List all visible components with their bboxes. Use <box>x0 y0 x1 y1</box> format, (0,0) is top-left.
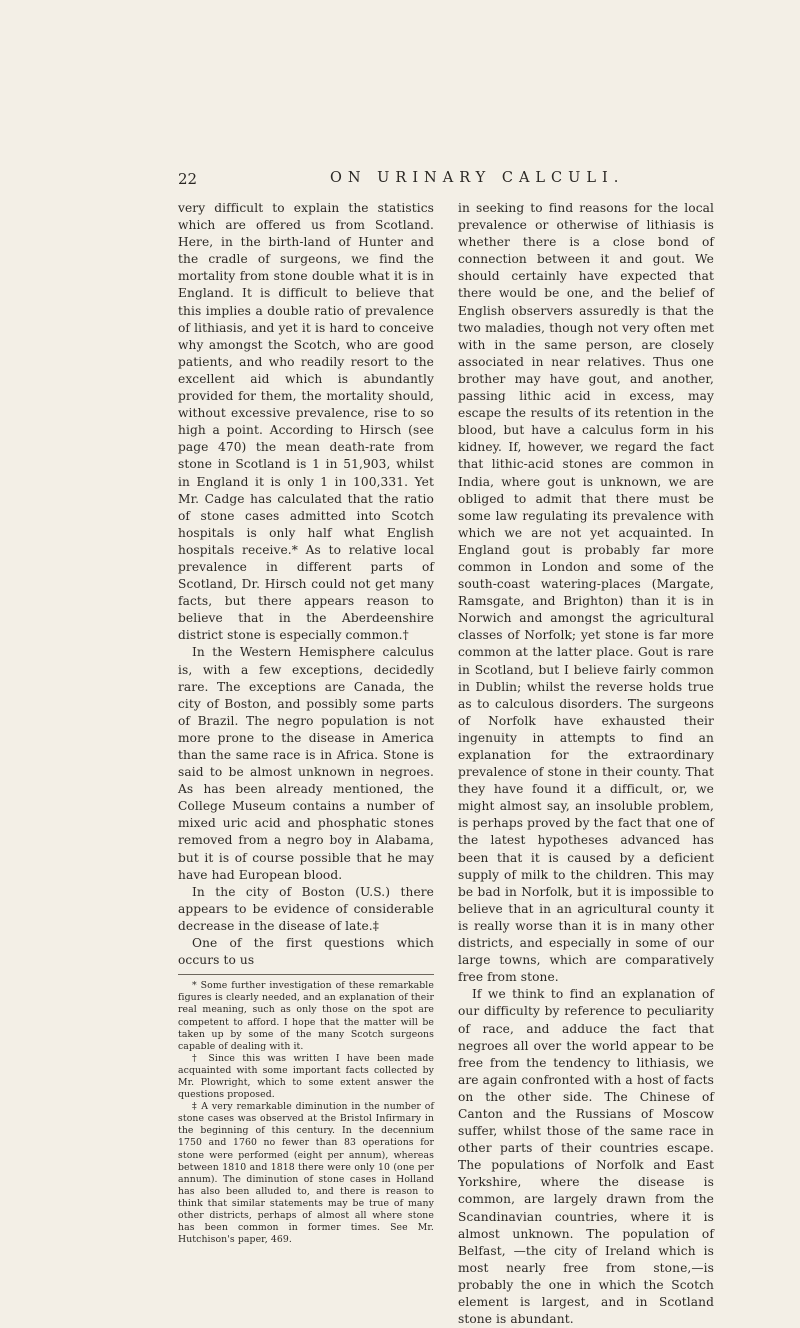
page-header <box>178 170 708 190</box>
footnotes <box>178 980 434 1246</box>
page-number: 22 <box>178 170 198 188</box>
footnote: † Since this was written I have been made acquainted with some important facts collected by Mr. Plowright, which to some extent answer the questions proposed. <box>178 1052 434 1101</box>
left-column <box>178 200 434 1246</box>
footnote-divider <box>178 974 434 975</box>
body-paragraph: in seeking to find reasons for the local prevalence or otherwise of lithiasis is whether there is a close bond of connection between it and gout. We should certainly have expected that there would be one, and the belief of English observers assuredly is that the two maladies, though not very often met with in the same person, are closely associated in near relatives. Thus one brother may have gout, and another, passing lithic acid in excess, may escape the results of its retention in the blood, but have a calculus form in his kidney. If, however, we regard the fact that lithic-acid stones are common in India, where gout is unknown, we are obliged to admit that there must be some law regulating its prevalence with which we are not yet acquainted. In England gout is probably far more common in London and some of the south-coast watering-places (Margate, Ramsgate, and Brighton) than it is in Norwich and amongst the agricultural classes of Norfolk; yet stone is far more common at the latter place. Gout is rare in Scotland, but I believe fairly common in Dublin; whilst the reverse holds true as to calculous disorders. The surgeons of Norfolk have exhausted their ingenuity in attempts to find an explanation for the extraordinary prevalence of stone in their county. That they have found it a difficult, or, we might almost say, an insoluble problem, is perhaps proved by the fact that one of the latest hypotheses advanced has been that it is caused by a deficient supply of milk to the children. This may be bad in Norfolk, but it is impossible to believe that in an agricultural county it is really worse than it is in many other districts, and especially in some of our large towns, which are comparatively free from stone. <box>458 201 714 985</box>
body-paragraph: One of the first questions which occurs to us <box>178 936 434 968</box>
footnote: ‡ A very remarkable diminution in the number of stone cases was observed at the Bristol Infirmary in the beginning of this century. In the decennium 1750 and 1760 no fewer than 83 operations for stone were performed (eight per annum), whereas between 1810 and 1818 there were only 10 (one per annum). The diminution of stone cases in Holland has also been alluded to, and there is reason to think that similar statements may be true of many other districts, perhaps of almost all where stone has been common in former times. See Mr. Hutchison's paper, 469. <box>178 1101 434 1246</box>
footnote: * Some further investigation of these remarkable figures is clearly needed, and an explanation of their real meaning, such as only those on the spot are competent to afford. I hope that the matter will be taken up by some of the many Scotch surgeons capable of dealing with it. <box>178 980 434 1052</box>
body-paragraph: If we think to find an explanation of our difficulty by reference to peculiarity of race, and adduce the fact that negroes all over the world appear to be free from the tendency to lithiasis, we are again confronted with a host of facts on the other side. The Chinese of Canton and the Russians of Moscow suffer, whilst those of the same race in other parts of their countries escape. The populations of Norfolk and East Yorkshire, where the disease is common, are largely drawn from the Scandinavian countries, where it is almost unknown. The population of Belfast, —the city of Ireland which is most nearly free from stone,—is probably the one in which the Scotch element is largest, and in Scotland stone is abundant. <box>458 987 714 1327</box>
body-paragraph: In the Western Hemisphere calculus is, with a few exceptions, decidedly rare. The exceptions are Canada, the city of Boston, and possibly some parts of Brazil. The negro population is not more prone to the disease in America than the same race is in Africa. Stone is said to be almost unknown in negroes. As has been already mentioned, the College Museum contains a number of mixed uric acid and phosphatic stones removed from a negro boy in Alabama, but it is of course possible that he may have had European blood. <box>178 645 434 882</box>
right-column <box>458 200 714 1328</box>
running-title: ON URINARY CALCULI. <box>330 170 625 186</box>
body-paragraph: In the city of Boston (U.S.) there appears to be evidence of considerable decrease in the disease of late.‡ <box>178 884 434 933</box>
body-paragraph: very difficult to explain the statistics which are offered us from Scotland. Here, in the birth-land of Hunter and the cradle of surgeons, we find the mortality from stone double what it is in England. It is difficult to believe that this implies a double ratio of prevalence of lithiasis, and yet it is hard to conceive why amongst the Scotch, who are good patients, and who readily resort to the excellent aid which is abundantly provided for them, the mortality should, without excessive prevalence, rise to so high a point. According to Hirsch (see page 470) the mean death-rate from stone in Scotland is 1 in 51,903, whilst in England it is only 1 in 100,331. Yet Mr. Cadge has calculated that the ratio of stone cases admitted into Scotch hospitals is only half what English hospitals receive.* As to relative local prevalence in different parts of Scotland, Dr. Hirsch could not get many facts, but there appears reason to believe that in the Aberdeenshire district stone is especially common.† <box>178 201 434 643</box>
